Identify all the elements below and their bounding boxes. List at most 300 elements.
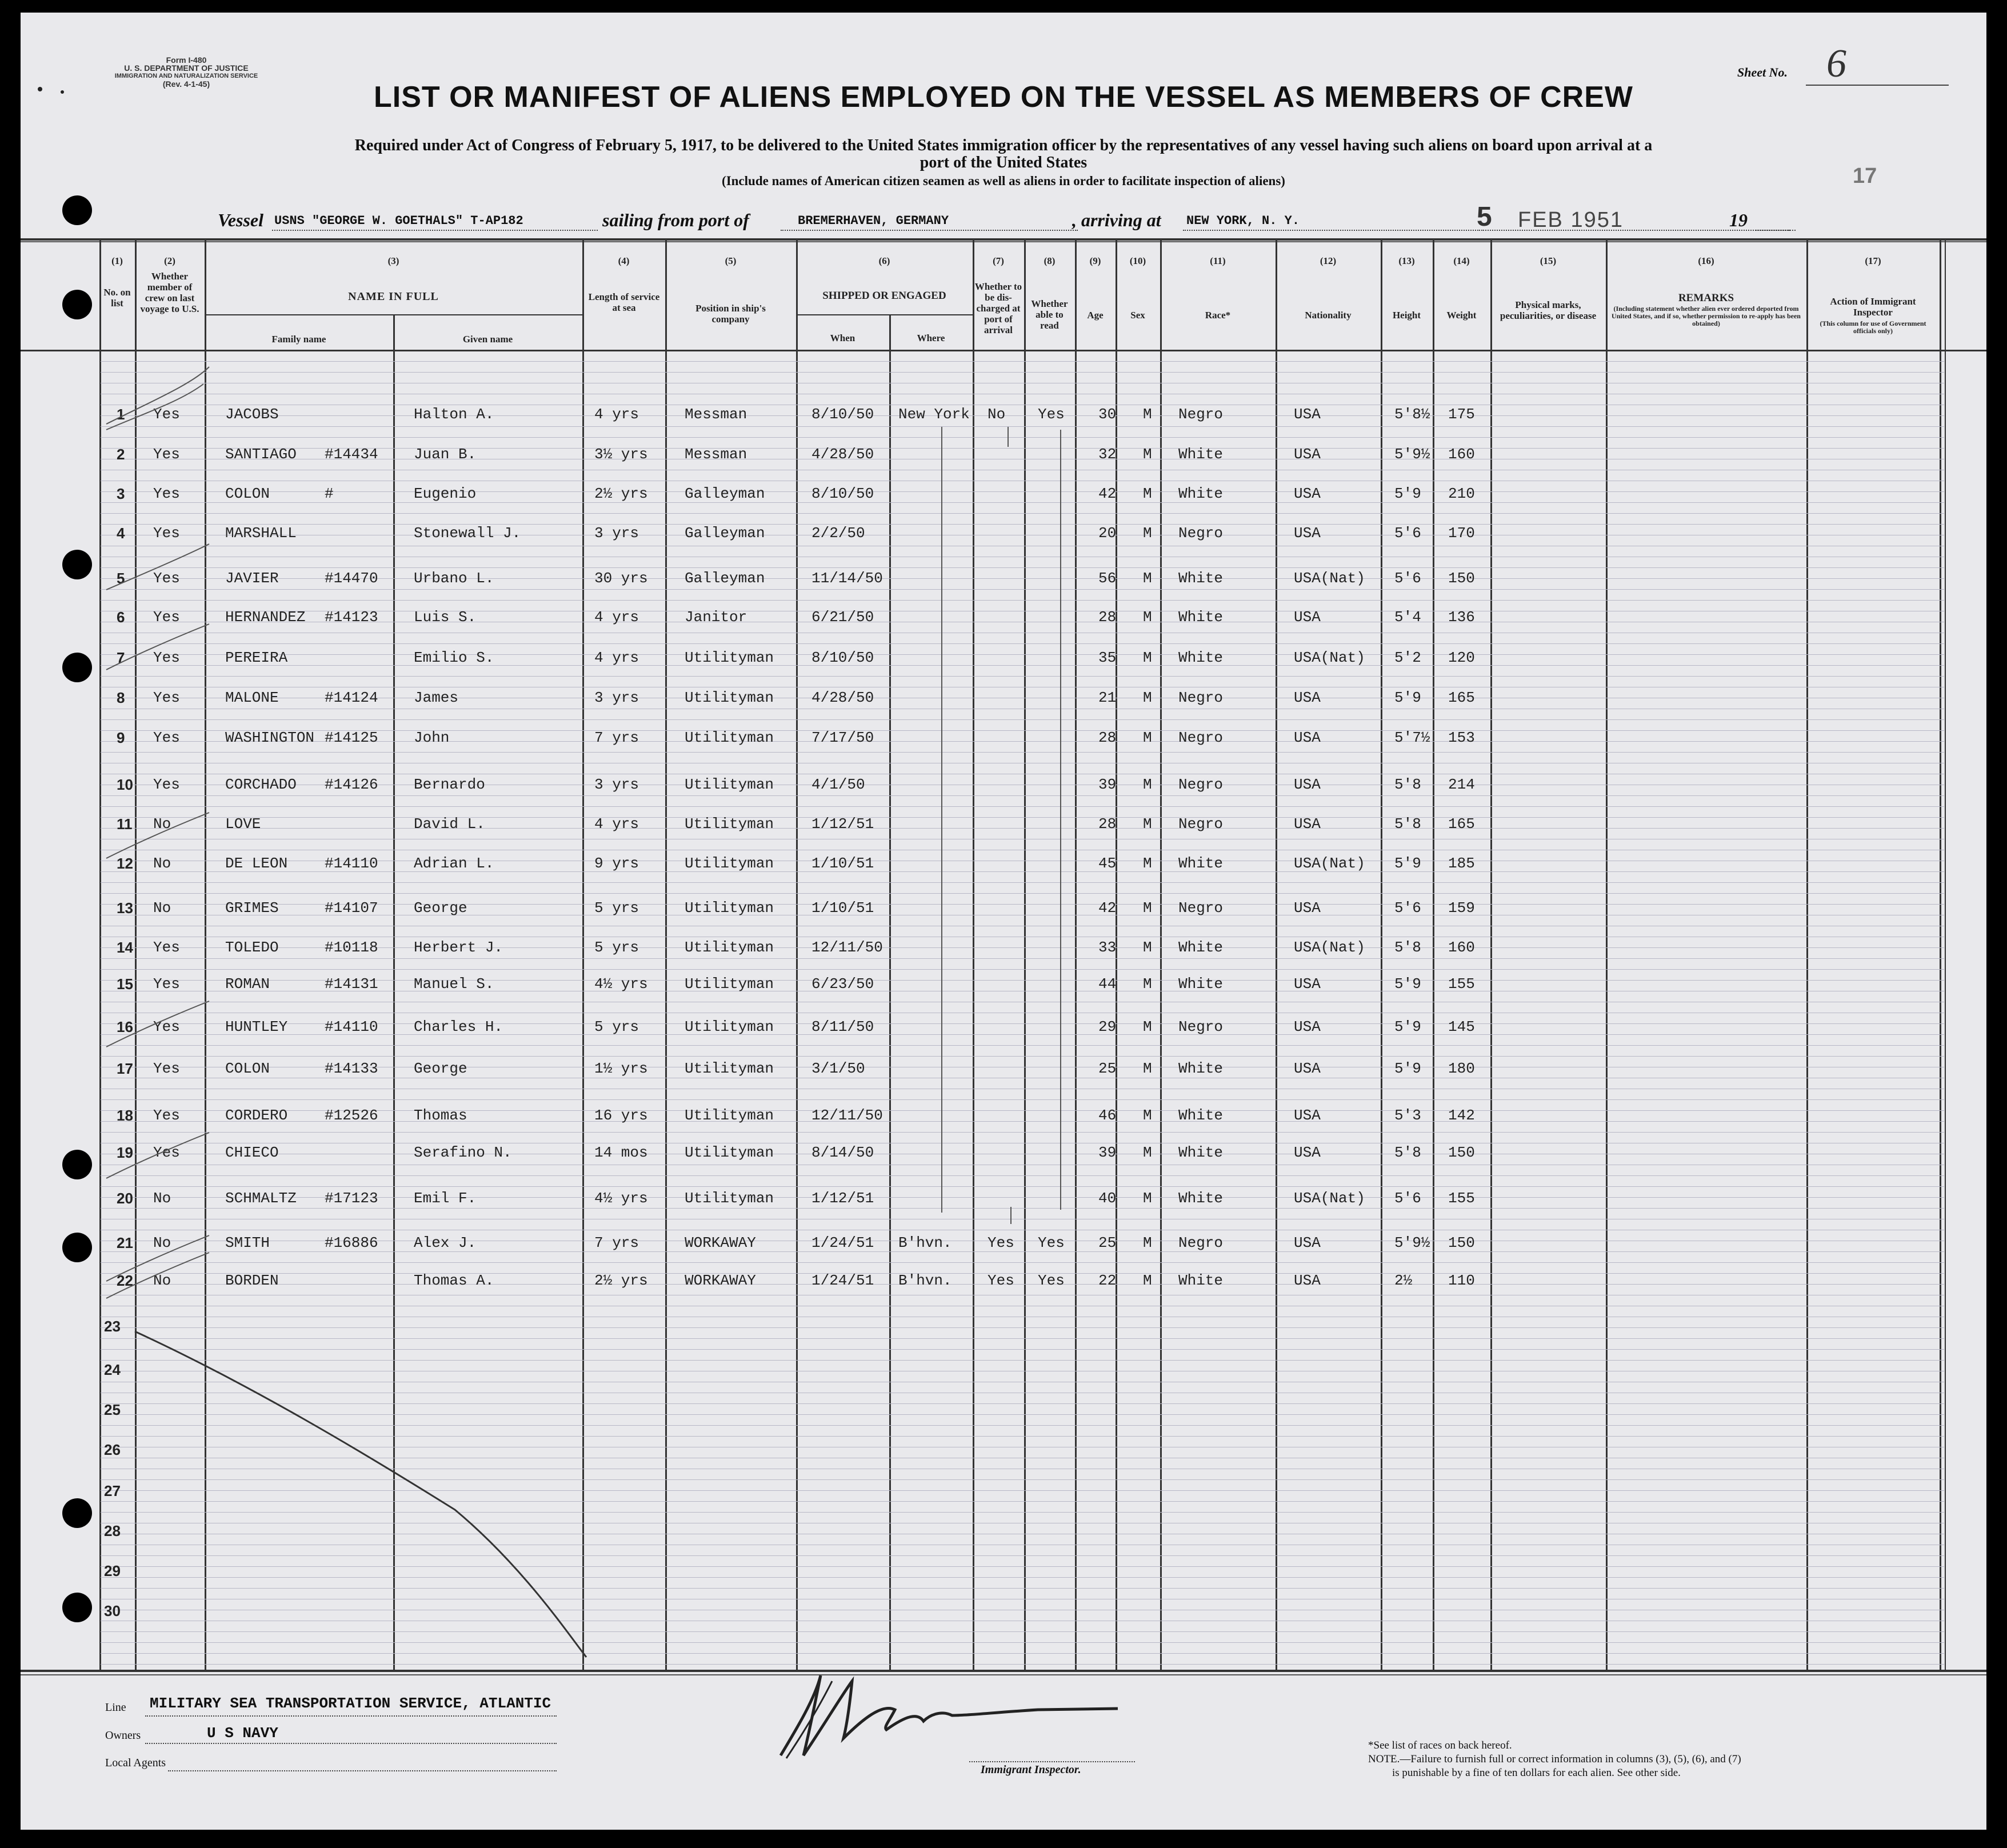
form-revision: (Rev. 4-1-45)	[162, 79, 210, 89]
inspector-signature	[752, 1658, 1152, 1773]
cell-height: 2½	[1394, 1272, 1413, 1289]
cell-given-name: Manuel S.	[414, 975, 494, 993]
cell-given-name: George	[414, 1060, 467, 1077]
cell-given-name: Juan B.	[414, 446, 477, 463]
cell-sex: M	[1143, 939, 1152, 956]
cell-age: 25	[1098, 1234, 1117, 1251]
ink-dot	[61, 90, 64, 94]
cell-sex: M	[1143, 776, 1152, 793]
cell-service-length: 2½ yrs	[594, 1272, 648, 1289]
cell-position: Utilityman	[685, 939, 774, 956]
cell-given-name: Herbert J.	[414, 939, 503, 956]
cell-shipped-when: 4/1/50	[811, 776, 865, 793]
col-num-12: (12)	[1320, 255, 1337, 266]
agents-label: Local Agents	[105, 1757, 166, 1769]
cell-race: White	[1178, 649, 1224, 666]
cell-sex: M	[1143, 570, 1152, 587]
row-number: 13	[117, 899, 133, 917]
cell-given-name: George	[414, 899, 467, 917]
cell-age: 25	[1098, 1060, 1117, 1077]
cell-shipped-when: 1/10/51	[811, 899, 874, 917]
cell-position: WORKAWAY	[685, 1234, 756, 1251]
cell-ref-number: #14107	[325, 899, 378, 917]
cell-ref-number: #16886	[325, 1234, 378, 1251]
cell-race: White	[1178, 1144, 1224, 1161]
row-number: 18	[117, 1107, 133, 1124]
col-head-name-in-full: NAME IN FULL	[348, 290, 439, 303]
col-head-when: When	[830, 333, 855, 343]
cell-service-length: 5 yrs	[594, 939, 639, 956]
cell-sex: M	[1143, 729, 1152, 746]
cell-shipped-when: 12/11/50	[811, 1107, 883, 1124]
cell-weight: 110	[1448, 1272, 1475, 1289]
form-service: IMMIGRATION AND NATURALIZATION SERVICE	[114, 73, 258, 79]
cell-service-length: 4½ yrs	[594, 1190, 648, 1207]
cell-family-name: HERNANDEZ	[225, 609, 306, 626]
cell-nationality: USA	[1294, 1018, 1321, 1035]
cell-given-name: Adrian L.	[414, 855, 494, 872]
empty-row-number: 26	[104, 1441, 121, 1458]
cell-sex: M	[1143, 609, 1152, 626]
cell-weight: 165	[1448, 815, 1475, 833]
cell-position: Messman	[685, 406, 747, 423]
cell-shipped-where: B'hvn.	[898, 1272, 952, 1289]
cell-given-name: David L.	[414, 815, 485, 833]
cell-shipped-when: 8/10/50	[811, 649, 874, 666]
ink-dot	[38, 87, 42, 91]
cell-family-name: SANTIAGO	[225, 446, 297, 463]
cell-last-voyage: No	[153, 1272, 171, 1289]
cell-position: Janitor	[685, 609, 747, 626]
cell-given-name: Urbano L.	[414, 570, 494, 587]
row-number: 19	[117, 1144, 133, 1161]
row-number: 17	[117, 1060, 133, 1077]
col-num-7: (7)	[993, 255, 1004, 266]
cell-family-name: DE LEON	[225, 855, 288, 872]
cell-service-length: 4 yrs	[594, 649, 639, 666]
cell-shipped-when: 4/28/50	[811, 689, 874, 706]
cell-ref-number: #10118	[325, 939, 378, 956]
col-head-weight: Weight	[1446, 310, 1477, 321]
cell-service-length: 4½ yrs	[594, 975, 648, 993]
cell-last-voyage: Yes	[153, 729, 180, 746]
cell-height: 5'9	[1394, 855, 1421, 872]
cell-age: 40	[1098, 1190, 1117, 1207]
row-number: 11	[117, 815, 133, 833]
cell-height: 5'9	[1394, 1060, 1421, 1077]
col-head-nationality: Nationality	[1305, 310, 1352, 321]
cell-sex: M	[1143, 855, 1152, 872]
sailing-label: sailing from port of	[602, 210, 749, 230]
cell-shipped-when: 2/2/50	[811, 525, 865, 542]
cell-race: Negro	[1178, 689, 1224, 706]
cell-ref-number: #14123	[325, 609, 378, 626]
row-number: 5	[117, 570, 125, 587]
cell-last-voyage: Yes	[153, 975, 180, 993]
cell-weight: 150	[1448, 1144, 1475, 1161]
cell-shipped-when: 8/10/50	[811, 406, 874, 423]
cell-age: 35	[1098, 649, 1117, 666]
cell-shipped-when: 6/23/50	[811, 975, 874, 993]
line-value: MILITARY SEA TRANSPORTATION SERVICE, ATLANTIC	[150, 1695, 551, 1712]
cell-age: 44	[1098, 975, 1117, 993]
cell-age: 39	[1098, 776, 1117, 793]
cell-service-length: 3 yrs	[594, 689, 639, 706]
cell-race: White	[1178, 1272, 1224, 1289]
cell-family-name: JAVIER	[225, 570, 279, 587]
cell-race: White	[1178, 570, 1224, 587]
cell-last-voyage: Yes	[153, 939, 180, 956]
col-head-remarks-note: (Including statement whether alien ever ordered deported from United States, and if so, whether permission to re-apply has been obtained)	[1612, 305, 1801, 327]
cell-age: 45	[1098, 855, 1117, 872]
cell-ref-number: #14131	[325, 975, 378, 993]
cell-family-name: ROMAN	[225, 975, 270, 993]
cell-discharged: Yes	[987, 1234, 1014, 1251]
cell-position: Utilityman	[685, 1190, 774, 1207]
cell-weight: 185	[1448, 855, 1475, 872]
inspector-underline	[969, 1761, 1135, 1762]
cell-shipped-when: 12/11/50	[811, 939, 883, 956]
cell-service-length: 16 yrs	[594, 1107, 648, 1124]
cell-age: 20	[1098, 525, 1117, 542]
cell-sex: M	[1143, 689, 1152, 706]
cell-family-name: JACOBS	[225, 406, 279, 423]
cell-service-length: 5 yrs	[594, 899, 639, 917]
cell-race: White	[1178, 975, 1224, 993]
cell-service-length: 7 yrs	[594, 729, 639, 746]
cell-weight: 175	[1448, 406, 1475, 423]
cell-given-name: Halton A.	[414, 406, 494, 423]
cell-service-length: 5 yrs	[594, 1018, 639, 1035]
row-number: 7	[117, 649, 125, 666]
col-head-inspector-action: Action of Immigrant Inspector	[1830, 296, 1916, 318]
cell-age: 22	[1098, 1272, 1117, 1289]
empty-row-number: 30	[104, 1602, 121, 1619]
cell-height: 5'6	[1394, 570, 1421, 587]
cell-ref-number: #14470	[325, 570, 378, 587]
cell-shipped-when: 7/17/50	[811, 729, 874, 746]
cell-height: 5'9½	[1394, 1234, 1430, 1251]
cell-given-name: Emil F.	[414, 1190, 477, 1207]
col-num-3: (3)	[387, 255, 399, 266]
col-num-4: (4)	[618, 255, 630, 266]
cell-last-voyage: No	[153, 1234, 171, 1251]
cell-last-voyage: Yes	[153, 776, 180, 793]
empty-row-number: 29	[104, 1562, 121, 1579]
cell-age: 21	[1098, 689, 1117, 706]
cell-age: 28	[1098, 815, 1117, 833]
cell-last-voyage: Yes	[153, 1144, 180, 1161]
cell-age: 32	[1098, 446, 1117, 463]
cell-position: Utilityman	[685, 1060, 774, 1077]
cell-height: 5'8	[1394, 939, 1421, 956]
cell-height: 5'9	[1394, 975, 1421, 993]
cell-sex: M	[1143, 1018, 1152, 1035]
cell-shipped-when: 1/24/51	[811, 1234, 874, 1251]
col-num-14: (14)	[1453, 255, 1470, 266]
cell-nationality: USA	[1294, 776, 1321, 793]
cell-shipped-when: 1/12/51	[811, 1190, 874, 1207]
cell-sex: M	[1143, 406, 1152, 423]
cell-nationality: USA	[1294, 525, 1321, 542]
cell-service-length: 14 mos	[594, 1144, 648, 1161]
cell-family-name: TOLEDO	[225, 939, 279, 956]
cell-nationality: USA	[1294, 485, 1321, 502]
cell-shipped-when: 3/1/50	[811, 1060, 865, 1077]
cell-race: Negro	[1178, 1018, 1224, 1035]
cell-ref-number: #14124	[325, 689, 378, 706]
cell-ref-number: #12526	[325, 1107, 378, 1124]
cell-position: Utilityman	[685, 815, 774, 833]
sheet-number: 6	[1826, 42, 1846, 86]
col-head-position: Position in ship's company	[695, 303, 766, 325]
cell-given-name: Alex J.	[414, 1234, 477, 1251]
cell-sex: M	[1143, 446, 1152, 463]
owners-label: Owners	[105, 1729, 141, 1742]
cell-last-voyage: Yes	[153, 570, 180, 587]
cell-last-voyage: Yes	[153, 1018, 180, 1035]
cell-nationality: USA	[1294, 975, 1321, 993]
cell-sex: M	[1143, 1060, 1152, 1077]
cell-nationality: USA(Nat)	[1294, 939, 1365, 956]
col-head-shipped-or-engaged: SHIPPED OR ENGAGED	[822, 290, 946, 302]
cell-shipped-when: 1/10/51	[811, 855, 874, 872]
cell-family-name: BORDEN	[225, 1272, 279, 1289]
cell-position: Utilityman	[685, 855, 774, 872]
owners-underline	[145, 1743, 557, 1744]
cell-sex: M	[1143, 1272, 1152, 1289]
col-head-able-to-read: Whether able to read	[1031, 298, 1068, 331]
cell-ref-number: #14110	[325, 1018, 378, 1035]
subtitle-line-2: port of the United States	[919, 154, 1088, 171]
cell-given-name: Bernardo	[414, 776, 485, 793]
cell-weight: 160	[1448, 446, 1475, 463]
cell-family-name: SCHMALTZ	[225, 1190, 297, 1207]
empty-row-number: 28	[104, 1522, 121, 1539]
cell-race: White	[1178, 485, 1224, 502]
cell-family-name: CORDERO	[225, 1107, 288, 1124]
col-head-remarks: REMARKS	[1678, 292, 1734, 304]
cell-ref-number: #14126	[325, 776, 378, 793]
cell-race: White	[1178, 1060, 1224, 1077]
empty-row-number: 25	[104, 1401, 121, 1418]
row-number: 4	[117, 525, 125, 542]
cell-height: 5'9	[1394, 689, 1421, 706]
col-num-9: (9)	[1089, 255, 1101, 266]
line-label: Line	[105, 1701, 126, 1714]
ditto-lines	[942, 427, 1061, 1224]
cell-family-name: CHIECO	[225, 1144, 279, 1161]
cell-weight: 210	[1448, 485, 1475, 502]
col-num-13: (13)	[1398, 255, 1415, 266]
date-stamp: FEB 1951	[1518, 208, 1624, 232]
cell-family-name: COLON	[225, 485, 270, 502]
cell-nationality: USA	[1294, 609, 1321, 626]
cell-shipped-when: 1/12/51	[811, 815, 874, 833]
empty-row-number: 23	[104, 1318, 121, 1335]
cell-height: 5'4	[1394, 609, 1421, 626]
cell-shipped-when: 6/21/50	[811, 609, 874, 626]
port-to: NEW YORK, N. Y.	[1186, 214, 1300, 228]
subtitle-line-1: Required under Act of Congress of February 5, 1917, to be delivered to the United States immigration officer by the representatives of any vessel having such aliens on board upon arrival at a	[354, 137, 1653, 154]
penalty-note-2: is punishable by a fine of ten dollars for each alien. See other side.	[1392, 1767, 1681, 1779]
cell-height: 5'8½	[1394, 406, 1430, 423]
cell-family-name: CORCHADO	[225, 776, 297, 793]
cell-weight: 153	[1448, 729, 1475, 746]
cell-position: Utilityman	[685, 1107, 774, 1124]
row-number: 12	[117, 855, 133, 872]
cell-position: Utilityman	[685, 1144, 774, 1161]
col-head-height: Height	[1392, 310, 1421, 321]
manifest-sheet	[21, 13, 1986, 1830]
cell-ref-number: #14110	[325, 855, 378, 872]
cell-sex: M	[1143, 1144, 1152, 1161]
cell-shipped-when: 11/14/50	[811, 570, 883, 587]
cell-last-voyage: Yes	[153, 485, 180, 502]
cell-shipped-when: 8/11/50	[811, 1018, 874, 1035]
cell-last-voyage: Yes	[153, 689, 180, 706]
cell-given-name: Thomas A.	[414, 1272, 494, 1289]
row-number: 21	[117, 1234, 133, 1251]
sheet-label: Sheet No.	[1737, 65, 1788, 79]
cell-race: White	[1178, 1190, 1224, 1207]
row-number: 1	[117, 406, 125, 423]
cell-weight: 160	[1448, 939, 1475, 956]
cell-nationality: USA	[1294, 1144, 1321, 1161]
col-num-16: (16)	[1698, 255, 1714, 266]
cell-age: 28	[1098, 729, 1117, 746]
cell-last-voyage: Yes	[153, 525, 180, 542]
cell-last-voyage: Yes	[153, 1060, 180, 1077]
cell-service-length: 1½ yrs	[594, 1060, 648, 1077]
cell-nationality: USA	[1294, 1272, 1321, 1289]
cell-position: WORKAWAY	[685, 1272, 756, 1289]
cell-weight: 150	[1448, 570, 1475, 587]
cell-last-voyage: No	[153, 855, 171, 872]
cell-nationality: USA(Nat)	[1294, 649, 1365, 666]
cell-family-name: COLON	[225, 1060, 270, 1077]
col-num-17: (17)	[1865, 255, 1881, 266]
cell-nationality: USA	[1294, 406, 1321, 423]
cell-service-length: 2½ yrs	[594, 485, 648, 502]
row-number: 14	[117, 939, 133, 956]
cell-weight: 165	[1448, 689, 1475, 706]
col-num-10: (10)	[1129, 255, 1146, 266]
cell-sex: M	[1143, 899, 1152, 917]
cell-last-voyage: Yes	[153, 406, 180, 423]
cell-shipped-when: 8/10/50	[811, 485, 874, 502]
vessel-name: USNS "GEORGE W. GOETHALS" T-AP182	[274, 214, 523, 228]
cell-nationality: USA	[1294, 729, 1321, 746]
cell-weight: 150	[1448, 1234, 1475, 1251]
cell-given-name: Stonewall J.	[414, 525, 521, 542]
cell-last-voyage: Yes	[153, 1107, 180, 1124]
cell-family-name: SMITH	[225, 1234, 270, 1251]
cell-shipped-when: 8/14/50	[811, 1144, 874, 1161]
cell-position: Utilityman	[685, 689, 774, 706]
cell-family-name: PEREIRA	[225, 649, 288, 666]
col-num-1: (1)	[111, 255, 123, 266]
cell-service-length: 7 yrs	[594, 1234, 639, 1251]
cell-position: Utilityman	[685, 776, 774, 793]
row-number: 3	[117, 485, 125, 502]
cell-age: 56	[1098, 570, 1117, 587]
cell-family-name: MALONE	[225, 689, 279, 706]
cell-race: Negro	[1178, 1234, 1224, 1251]
cell-weight: 159	[1448, 899, 1475, 917]
col-head-length-of-service: Length of service at sea	[588, 291, 660, 313]
cell-race: Negro	[1178, 525, 1224, 542]
pencil-check-marks	[106, 367, 209, 1298]
penalty-note-1: NOTE.—Failure to furnish full or correct information in columns (3), (5), (6), and (7)	[1368, 1753, 1741, 1765]
cell-service-length: 4 yrs	[594, 406, 639, 423]
cell-height: 5'9	[1394, 485, 1421, 502]
cell-position: Utilityman	[685, 899, 774, 917]
empty-row-number: 24	[104, 1361, 121, 1378]
cell-height: 5'8	[1394, 776, 1421, 793]
owners-value: U S NAVY	[207, 1725, 278, 1742]
cell-race: White	[1178, 1107, 1224, 1124]
cell-nationality: USA	[1294, 1107, 1321, 1124]
cell-ref-number: #14133	[325, 1060, 378, 1077]
port-from: BREMERHAVEN, GERMANY	[798, 214, 949, 228]
date-day: 5	[1477, 202, 1492, 232]
cell-shipped-when: 1/24/51	[811, 1272, 874, 1289]
page-title: LIST OR MANIFEST OF ALIENS EMPLOYED ON THE VESSEL AS MEMBERS OF CREW	[374, 81, 1633, 114]
cell-nationality: USA(Nat)	[1294, 855, 1365, 872]
cell-height: 5'8	[1394, 815, 1421, 833]
empty-row-number: 27	[104, 1482, 121, 1499]
col-head-given-name: Given name	[462, 334, 513, 345]
cell-position: Utilityman	[685, 1018, 774, 1035]
row-number: 8	[117, 689, 125, 706]
cell-height: 5'9½	[1394, 446, 1430, 463]
cell-weight: 145	[1448, 1018, 1475, 1035]
cell-family-name: HUNTLEY	[225, 1018, 288, 1035]
cell-discharged: Yes	[987, 1272, 1014, 1289]
arriving-label: , arriving at	[1072, 210, 1161, 230]
cell-age: 30	[1098, 406, 1117, 423]
cell-height: 5'6	[1394, 1190, 1421, 1207]
cell-weight: 214	[1448, 776, 1475, 793]
cell-position: Galleyman	[685, 485, 765, 502]
cell-last-voyage: Yes	[153, 609, 180, 626]
cell-ref-number: #14125	[325, 729, 378, 746]
cell-nationality: USA	[1294, 1234, 1321, 1251]
col-head-discharged: Whether to be dis-charged at port of arrival	[974, 281, 1022, 335]
cell-age: 46	[1098, 1107, 1117, 1124]
cell-sex: M	[1143, 1107, 1152, 1124]
cell-able-to-read: Yes	[1038, 406, 1065, 423]
col-head-physical-marks: Physical marks, peculiarities, or disease	[1500, 299, 1597, 321]
cell-age: 33	[1098, 939, 1117, 956]
cell-given-name: John	[414, 729, 450, 746]
cell-last-voyage: No	[153, 899, 171, 917]
row-number: 16	[117, 1018, 133, 1035]
cell-race: White	[1178, 609, 1224, 626]
cell-sex: M	[1143, 975, 1152, 993]
year-label: 19	[1729, 210, 1748, 230]
cell-race: Negro	[1178, 815, 1224, 833]
cell-age: 28	[1098, 609, 1117, 626]
col-head-sex: Sex	[1130, 310, 1145, 321]
cell-weight: 180	[1448, 1060, 1475, 1077]
cell-age: 39	[1098, 1144, 1117, 1161]
row-number: 10	[117, 776, 133, 793]
subtitle-note: (Include names of American citizen seamen as well as aliens in order to facilitate inspection of aliens)	[722, 174, 1285, 188]
cell-service-length: 30 yrs	[594, 570, 648, 587]
col-num-11: (11)	[1210, 255, 1226, 266]
